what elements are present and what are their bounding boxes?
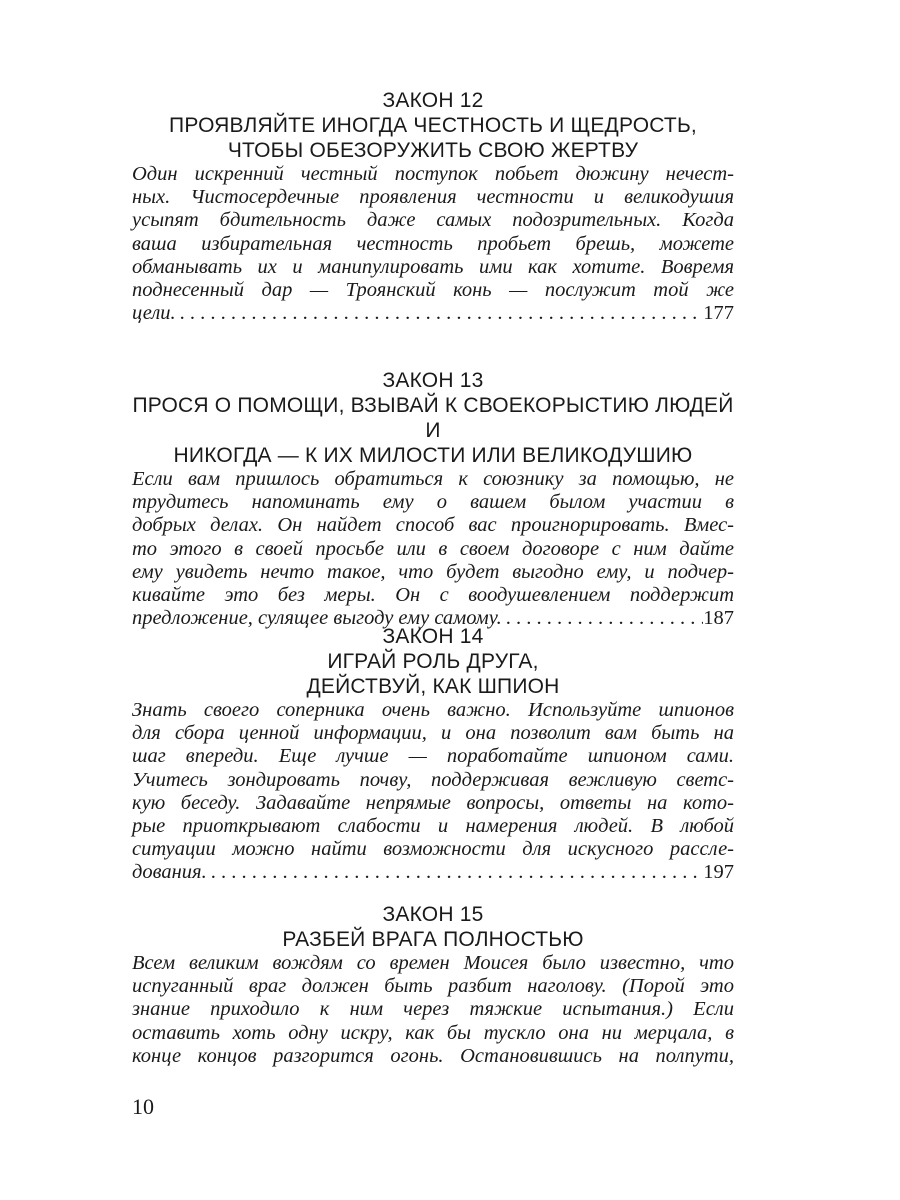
law-title-line: ПРОСЯ О ПОМОЩИ, ВЗЫВАЙ К СВОЕКОРЫСТИЮ ЛЮДЕЙ И <box>132 394 734 442</box>
body-line-end: предложение, сулящее выгоду ему самому. <box>132 607 502 630</box>
toc-entry-line <box>132 302 734 325</box>
page-reference: 187 <box>703 607 734 630</box>
body-line: ных. Чистосердечные проявления честности и великодушия <box>132 186 734 209</box>
body-line: Один искренний честный поступок побьет дюжину нечест- <box>132 163 734 185</box>
law-number: ЗАКОН 12 <box>382 89 484 112</box>
law-13-section <box>132 368 734 630</box>
body-line: добрых делах. Он найдет способ вас проигнорировать. Вмес- <box>132 514 734 537</box>
law-title-line: НИКОГДА — К ИХ МИЛОСТИ ИЛИ ВЕЛИКОДУШИЮ <box>173 444 693 467</box>
body-line: ваша избирательная честность пробьет брешь, можете <box>132 232 734 255</box>
body-line: знание приходило к ним через тяжкие испытания.) Если <box>132 998 734 1021</box>
body-line: Знать своего соперника очень важно. Используйте шпионов <box>132 699 734 721</box>
law-title-line: ИГРАЙ РОЛЬ ДРУГА, <box>327 650 539 673</box>
body-line: ему увидеть нечто такое, что будет выгодно ему, и подчер- <box>132 560 734 583</box>
dot-leader <box>207 861 704 884</box>
page-reference: 177 <box>703 302 734 325</box>
body-line: поднесенный дар — Троянский конь — послужит той же <box>132 279 734 302</box>
law-12-section <box>132 88 734 325</box>
law-title-line: ДЕЙСТВУЙ, КАК ШПИОН <box>306 675 560 698</box>
body-line: кую беседу. Задавайте непрямые вопросы, ответы на кото- <box>132 791 734 814</box>
body-line: конце концов разгорится огонь. Остановившись на полпути, <box>132 1044 734 1067</box>
body-line-end: дования. <box>132 861 207 884</box>
law-title-line: РАЗБЕЙ ВРАГА ПОЛНОСТЬЮ <box>282 928 584 951</box>
body-line: испуганный враг должен быть разбит наголову. (Порой это <box>132 975 734 998</box>
dot-leader <box>176 302 704 325</box>
body-line: трудитесь напоминать ему о вашем былом участии в <box>132 491 734 514</box>
law-15-section <box>132 902 734 1068</box>
body-line: шаг впереди. Еще лучше — поработайте шпионом сами. <box>132 745 734 768</box>
toc-entry-line <box>132 861 734 884</box>
law-number: ЗАКОН 14 <box>382 625 484 648</box>
page-number: 10 <box>132 1094 154 1119</box>
body-line: оставить хоть одну искру, как бы тускло она ни мерцала, в <box>132 1021 734 1044</box>
law-number: ЗАКОН 13 <box>382 369 484 392</box>
body-line: Учитесь зондировать почву, поддерживая вежливую светс- <box>132 768 734 791</box>
law-title-line: ЧТОБЫ ОБЕЗОРУЖИТЬ СВОЮ ЖЕРТВУ <box>227 139 639 162</box>
page-reference: 197 <box>703 861 734 884</box>
body-line: обманывать их и манипулировать ими как хотите. Вовремя <box>132 255 734 278</box>
body-line: для сбора ценной информации, и она позволит вам быть на <box>132 722 734 745</box>
body-line: Всем великим вождям со времен Моисея было известно, что <box>132 952 734 974</box>
body-line: кивайте это без меры. Он с воодушевлением поддержит <box>132 584 734 607</box>
body-line: усыпят бдительность даже самых подозрительных. Когда <box>132 209 734 232</box>
law-title-line: ПРОЯВЛЯЙТЕ ИНОГДА ЧЕСТНОСТЬ И ЩЕДРОСТЬ, <box>169 114 697 137</box>
law-number: ЗАКОН 15 <box>382 903 484 926</box>
body-line: ситуации можно найти возможности для искусного рассле- <box>132 838 734 861</box>
body-line: рые приоткрывают слабости и намерения людей. В любой <box>132 815 734 838</box>
body-line: то этого в своей просьбе или в своем договоре с ним дайте <box>132 537 734 560</box>
body-line: Если вам пришлось обратиться к союзнику за помощью, не <box>132 468 734 490</box>
law-14-section <box>132 624 734 885</box>
body-line-end: цели. <box>132 302 176 325</box>
